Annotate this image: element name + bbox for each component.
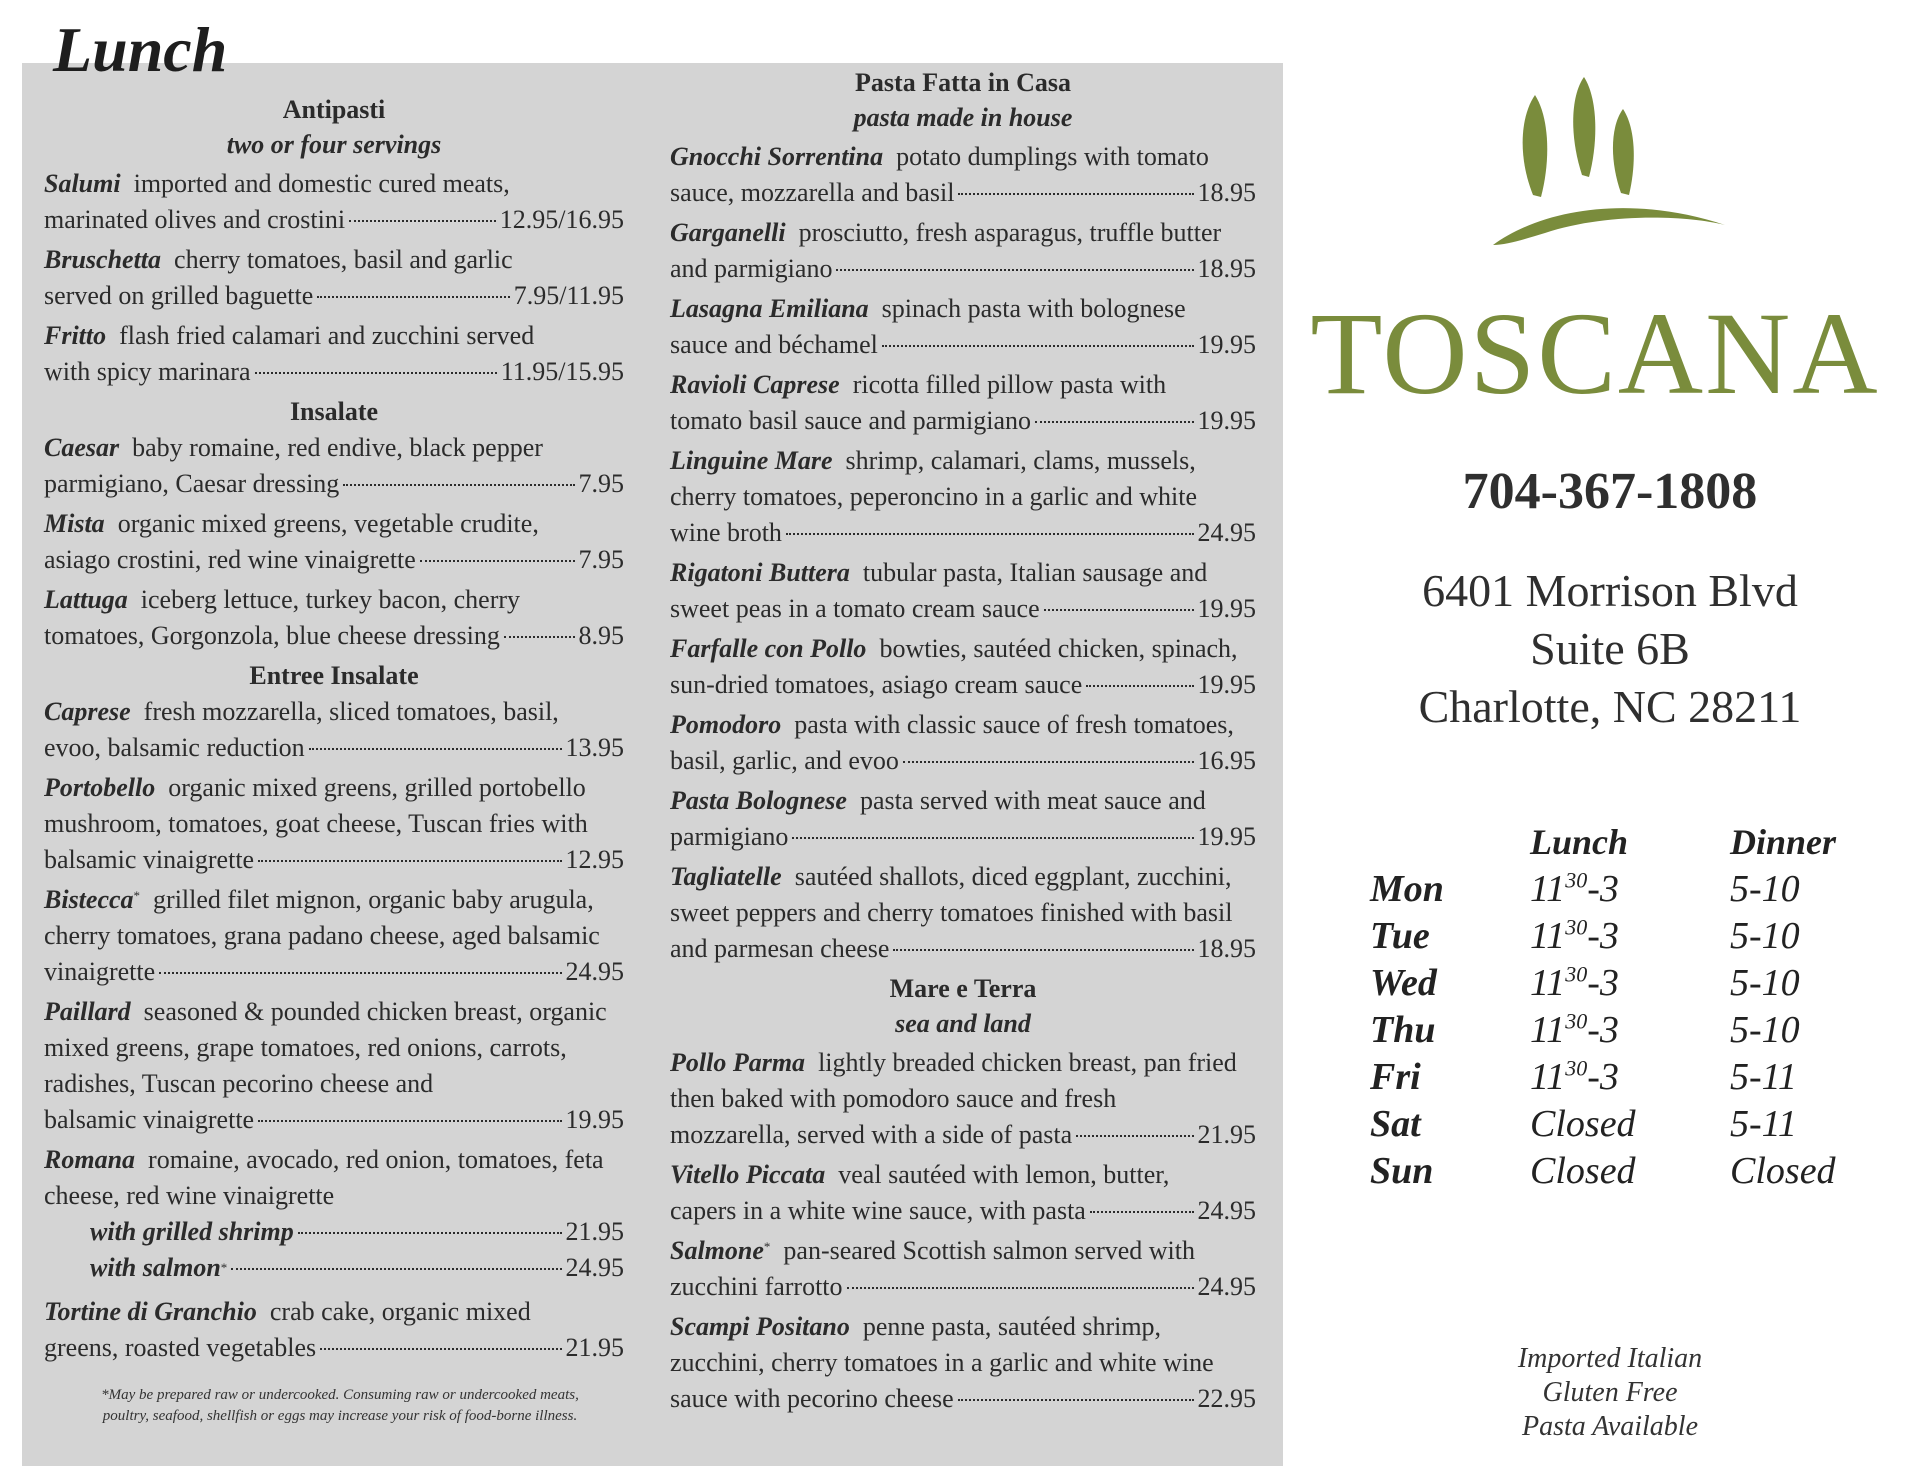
menu-item-name: Bistecca: [44, 885, 134, 914]
menu-item-description: [44, 1142, 624, 1214]
menu-item-desc: crab cake, organic mixed: [269, 1297, 531, 1326]
menu-item-price: 19.95: [1197, 594, 1256, 623]
menu-item: [44, 166, 624, 238]
hours-row: [1370, 1053, 1870, 1100]
menu-item-name: Pasta Bolognese: [670, 786, 847, 815]
lunch-hours: [1530, 961, 1730, 1005]
hours-row: [1370, 1147, 1870, 1194]
address-line: 6401 Morrison Blvd: [1422, 565, 1798, 616]
dot-leader: [1044, 609, 1194, 611]
menu-item: [670, 859, 1256, 967]
menu-item-price-line: [44, 730, 624, 766]
menu-item-price: 18.95: [1197, 178, 1256, 207]
menu-item-price-line: [44, 466, 624, 502]
menu-item-name: Caesar: [44, 433, 120, 462]
menu-item-price-line: [670, 591, 1256, 627]
menu-item-desc-end: mozzarella, served with a side of pasta: [670, 1120, 1073, 1149]
option-price: 21.95: [565, 1217, 624, 1246]
dot-leader: [320, 1348, 561, 1350]
menu-item-name: Paillard: [44, 997, 131, 1026]
option-label: with salmon: [90, 1253, 221, 1282]
option-label: with grilled shrimp: [90, 1217, 294, 1246]
dot-leader: [317, 296, 509, 298]
menu-item-desc-end: sauce, mozzarella and basil: [670, 178, 955, 207]
menu-title: Lunch: [53, 14, 228, 85]
menu-item: [670, 555, 1256, 627]
hours-row: [1370, 959, 1870, 1006]
menu-item-price-line: [670, 1193, 1256, 1229]
menu-item-price-line: [44, 354, 624, 390]
menu-item-desc: bowties, sautéed chicken, spinach,: [879, 634, 1238, 663]
menu-item: [44, 694, 624, 766]
menu-item-desc-end: sweet peas in a tomato cream sauce: [670, 594, 1040, 623]
lunch-hours-end: -3: [1587, 914, 1619, 957]
menu-item-price-line: [670, 251, 1256, 287]
menu-item-name: Bruschetta: [44, 245, 162, 274]
menu-item-desc-end: parmigiano: [670, 822, 789, 851]
lunch-hours-start: 11: [1530, 867, 1566, 910]
day-label: Fri: [1370, 1055, 1421, 1098]
menu-item-description: [44, 694, 624, 730]
menu-item-price-line: [670, 327, 1256, 363]
dot-leader: [231, 1268, 561, 1270]
note-line: Pasta Available: [1521, 1411, 1699, 1442]
menu-item-desc: imported and domestic cured meats,: [133, 169, 510, 198]
option-price: 24.95: [565, 1253, 624, 1282]
menu-item-price-line: [670, 819, 1256, 855]
day-label: Wed: [1370, 961, 1437, 1004]
menu-item-description: [670, 1157, 1256, 1193]
menu-item-desc: seasoned & pounded chicken breast, organic mixed greens, grape tomatoes, red onions, carrots, radishes, Tuscan pecorino cheese and: [44, 997, 607, 1098]
menu-item-name: Lattuga: [44, 585, 128, 614]
section-heading: Insalate: [289, 397, 379, 426]
menu-item: [44, 994, 624, 1138]
menu-item-price-line: [44, 618, 624, 654]
dinner-hours: 5-10: [1730, 914, 1800, 957]
menu-item: [670, 139, 1256, 211]
menu-item-name: Vitello Piccata: [670, 1160, 826, 1189]
right-menu-column: [670, 63, 1256, 1421]
menu-item-price: 24.95: [565, 957, 624, 986]
menu-item-name: Rigatoni Buttera: [670, 558, 850, 587]
dinner-hours: 5-10: [1730, 961, 1800, 1004]
menu-item-description: [44, 882, 624, 954]
menu-item-desc-end: evoo, balsamic reduction: [44, 733, 305, 762]
hours-row: [1370, 865, 1870, 912]
menu-item-desc-end: asiago crostini, red wine vinaigrette: [44, 545, 416, 574]
day-label: Mon: [1370, 867, 1444, 910]
lunch-header: Lunch: [1530, 821, 1629, 862]
menu-item-desc: baby romaine, red endive, black pepper: [132, 433, 543, 462]
menu-item-price: 24.95: [1197, 518, 1256, 547]
disclaimer: [50, 1385, 630, 1427]
menu-item-description: [44, 994, 624, 1102]
menu-item-desc-end: capers in a white wine sauce, with pasta: [670, 1196, 1086, 1225]
menu-item-option: [44, 1214, 624, 1250]
menu-item: [670, 367, 1256, 439]
menu-item-name: Romana: [44, 1145, 136, 1174]
day-label: Thu: [1370, 1008, 1436, 1051]
menu-item-description: [44, 582, 624, 618]
menu-item-price-line: [44, 1330, 624, 1366]
menu-item-price-line: [670, 931, 1256, 967]
menu-item-desc: fresh mozzarella, sliced tomatoes, basil,: [143, 697, 559, 726]
menu-item-description: [670, 1233, 1256, 1269]
menu-item-name: Salumi: [44, 169, 121, 198]
menu-item-desc: tubular pasta, Italian sausage and: [862, 558, 1208, 587]
lunch-hours-start: 11: [1530, 1008, 1566, 1051]
toscana-logo: [1310, 75, 1880, 419]
menu-item-price-line: [670, 403, 1256, 439]
dot-leader: [1035, 421, 1193, 423]
menu-item-price: 19.95: [1197, 406, 1256, 435]
lunch-hours-start: Closed: [1530, 1149, 1636, 1192]
menu-item-price-line: [44, 278, 624, 314]
menu-item-price-line: [670, 1381, 1256, 1417]
section-heading: Antipasti: [282, 95, 386, 124]
menu-item-desc-end: tomatoes, Gorgonzola, blue cheese dressing: [44, 621, 500, 650]
lunch-hours-start: 11: [1530, 961, 1566, 1004]
note-line: Gluten Free: [1542, 1377, 1678, 1408]
menu-item-desc: organic mixed greens, grilled portobello mushroom, tomatoes, goat cheese, Tuscan fries with: [44, 773, 588, 838]
menu-item-desc: pasta with classic sauce of fresh tomatoes,: [794, 710, 1234, 739]
menu-item-price: 19.95: [1197, 822, 1256, 851]
menu-item-description: [670, 707, 1256, 743]
menu-item-desc-end: served on grilled baguette: [44, 281, 314, 310]
menu-item-price-line: [44, 954, 624, 990]
dot-leader: [882, 345, 1194, 347]
menu-item-desc-end: and parmesan cheese: [670, 934, 890, 963]
menu-item-desc: cherry tomatoes, basil and garlic: [174, 245, 513, 274]
menu-item: [44, 318, 624, 390]
menu-item-price: 8.95: [578, 621, 624, 650]
menu-item-desc: lightly breaded chicken breast, pan fried then baked with pomodoro sauce and fresh: [670, 1048, 1237, 1113]
menu-item: [44, 242, 624, 314]
dot-leader: [343, 484, 574, 486]
menu-item: [44, 770, 624, 878]
menu-item-description: [44, 318, 624, 354]
section-subheading: pasta made in house: [853, 103, 1073, 132]
dot-leader: [255, 372, 497, 374]
menu-item: [670, 1157, 1256, 1229]
menu-item-description: [670, 1045, 1256, 1117]
dinner-hours: 5-10: [1730, 867, 1800, 910]
menu-item-description: [670, 443, 1256, 515]
dot-leader: [958, 193, 1193, 195]
menu-item-name: Linguine Mare: [670, 446, 833, 475]
menu-item: [670, 631, 1256, 703]
menu-item-description: [670, 1309, 1256, 1381]
day-label: Sun: [1370, 1149, 1434, 1192]
menu-item-price: 7.95: [578, 545, 624, 574]
dinner-hours: 5-11: [1730, 1102, 1797, 1145]
menu-item: [670, 783, 1256, 855]
menu-item-description: [44, 770, 624, 842]
cypress-trees-icon: [1493, 77, 1725, 245]
menu-item-price: 12.95: [565, 845, 624, 874]
asterisk-mark: *: [133, 888, 141, 903]
dot-leader: [847, 1287, 1194, 1289]
menu-item-desc-end: sun-dried tomatoes, asiago cream sauce: [670, 670, 1083, 699]
menu-item-description: [44, 242, 624, 278]
menu-item-name: Mista: [44, 509, 105, 538]
lunch-hours-minutes: 30: [1565, 1054, 1588, 1080]
menu-item-description: [44, 506, 624, 542]
hours-row: [1370, 1006, 1870, 1053]
menu-item-option: [44, 1250, 624, 1290]
lunch-hours: [1530, 867, 1730, 911]
menu-item-desc: flash fried calamari and zucchini served: [119, 321, 535, 350]
lunch-hours-end: -3: [1587, 961, 1619, 1004]
disclaimer-line: *May be prepared raw or undercooked. Consuming raw or undercooked meats,: [101, 1387, 579, 1403]
menu-item-desc-end: vinaigrette: [44, 957, 156, 986]
menu-item-name: Fritto: [44, 321, 107, 350]
menu-item: [44, 582, 624, 654]
lunch-hours: [1530, 914, 1730, 958]
address-line: Charlotte, NC 28211: [1418, 681, 1802, 732]
menu-item-desc-end: parmigiano, Caesar dressing: [44, 469, 340, 498]
dot-leader: [258, 1120, 561, 1122]
menu-item: [670, 443, 1256, 551]
dot-leader: [1086, 685, 1193, 687]
menu-item: [670, 215, 1256, 287]
dot-leader: [159, 972, 561, 974]
dot-leader: [420, 560, 575, 562]
menu-item-description: [670, 631, 1256, 667]
menu-item: [44, 1294, 624, 1366]
menu-item-price: 12.95/16.95: [499, 205, 624, 234]
note-line: Imported Italian: [1517, 1343, 1703, 1374]
dot-leader: [1076, 1135, 1193, 1137]
section-heading: Entree Insalate: [249, 661, 419, 690]
menu-item-price-line: [44, 542, 624, 578]
hours-row: [1370, 1100, 1870, 1147]
menu-item: [670, 1309, 1256, 1417]
section-heading: Mare e Terra: [889, 974, 1037, 1003]
menu-item-description: [670, 139, 1256, 175]
menu-item-name: Tortine di Granchio: [44, 1297, 257, 1326]
dot-leader: [786, 533, 1194, 535]
dinner-hours: Closed: [1730, 1149, 1836, 1192]
menu-item-price-line: [670, 667, 1256, 703]
menu-item-price-line: [670, 1269, 1256, 1305]
menu-item-description: [670, 367, 1256, 403]
menu-item-desc: grilled filet mignon, organic baby arugula, cherry tomatoes, grana padano cheese, aged balsamic: [44, 885, 600, 950]
lunch-hours-start: Closed: [1530, 1102, 1636, 1145]
section-subheading: two or four servings: [226, 130, 442, 159]
menu-item-desc: ricotta filled pillow pasta with: [852, 370, 1167, 399]
menu-item: [670, 707, 1256, 779]
lunch-hours-minutes: 30: [1565, 866, 1588, 892]
disclaimer-line: poultry, seafood, shellfish or eggs may increase your risk of food-borne illness.: [102, 1408, 578, 1424]
menu-item-description: [44, 166, 624, 202]
menu-item-price-line: [670, 1117, 1256, 1153]
menu-item-price: 7.95: [578, 469, 624, 498]
menu-item-name: Farfalle con Pollo: [670, 634, 867, 663]
hours-header-row: [1370, 818, 1870, 865]
menu-item-price: 21.95: [565, 1333, 624, 1362]
menu-item-price-line: [44, 202, 624, 238]
menu-item: [44, 506, 624, 578]
left-menu-column: [44, 90, 624, 1370]
menu-item-name: Lasagna Emiliana: [670, 294, 869, 323]
menu-item-desc: veal sautéed with lemon, butter,: [838, 1160, 1170, 1189]
menu-item-description: [44, 1294, 624, 1330]
dinner-hours: 5-10: [1730, 1008, 1800, 1051]
hours-row: [1370, 912, 1870, 959]
phone-number[interactable]: 704-367-1808: [1462, 463, 1758, 520]
menu-item: [670, 1045, 1256, 1153]
menu-item-desc: pasta served with meat sauce and: [859, 786, 1206, 815]
menu-item-desc-end: sauce and béchamel: [670, 330, 878, 359]
menu-item-name: Garganelli: [670, 218, 786, 247]
menu-item-price-line: [44, 1102, 624, 1138]
menu-item-desc: potato dumplings with tomato: [896, 142, 1209, 171]
menu-item-price-line: [670, 515, 1256, 551]
menu-item-desc: prosciutto, fresh asparagus, truffle butter: [798, 218, 1222, 247]
dot-leader: [903, 761, 1194, 763]
menu-item-desc: sautéed shallots, diced eggplant, zucchini, sweet peppers and cherry tomatoes finished with basil: [670, 862, 1233, 927]
menu-item-price: 16.95: [1197, 746, 1256, 775]
asterisk-mark: *: [763, 1239, 771, 1254]
menu-item-price: 21.95: [1197, 1120, 1256, 1149]
dot-leader: [1090, 1211, 1194, 1213]
lunch-hours-end: -3: [1587, 1008, 1619, 1051]
hours-table: [1370, 818, 1870, 1194]
menu-item-price: 22.95: [1197, 1384, 1256, 1413]
menu-item-desc-end: balsamic vinaigrette: [44, 845, 255, 874]
menu-item-name: Gnocchi Sorrentina: [670, 142, 884, 171]
lunch-hours-start: 11: [1530, 914, 1566, 957]
menu-item-desc-end: and parmigiano: [670, 254, 833, 283]
menu-item-desc: pan-seared Scottish salmon served with: [783, 1236, 1195, 1265]
menu-item-desc-end: tomato basil sauce and parmigiano: [670, 406, 1032, 435]
menu-item-name: Salmone: [670, 1236, 764, 1265]
menu-item-desc: iceberg lettuce, turkey bacon, cherry: [140, 585, 521, 614]
menu-item-name: Pomodoro: [670, 710, 782, 739]
menu-item-price: 19.95: [565, 1105, 624, 1134]
lunch-hours-end: -3: [1587, 867, 1619, 910]
address: [1300, 562, 1920, 736]
lunch-hours: [1530, 1008, 1730, 1052]
section-heading: Pasta Fatta in Casa: [855, 68, 1071, 97]
menu-item-desc-end: greens, roasted vegetables: [44, 1333, 317, 1362]
menu-item-description: [670, 215, 1256, 251]
menu-item-desc: organic mixed greens, vegetable crudite,: [117, 509, 539, 538]
menu-item-price: 19.95: [1197, 330, 1256, 359]
menu-item-description: [44, 430, 624, 466]
menu-item-name: Caprese: [44, 697, 131, 726]
menu-item-desc-end: basil, garlic, and evoo: [670, 746, 899, 775]
lunch-hours-start: 11: [1530, 1055, 1566, 1098]
menu-item-desc-end: with spicy marinara: [44, 357, 251, 386]
dot-leader: [893, 949, 1193, 951]
menu-item-price-line: [670, 175, 1256, 211]
menu-item-price: 11.95/15.95: [500, 357, 624, 386]
menu-item: [670, 1233, 1256, 1305]
menu-item-desc-end: wine broth: [670, 518, 782, 547]
menu-item-desc: spinach pasta with bolognese: [881, 294, 1186, 323]
dot-leader: [792, 837, 1193, 839]
asterisk-mark: *: [220, 1260, 228, 1275]
menu-item-name: Portobello: [44, 773, 156, 802]
lunch-hours-minutes: 30: [1565, 1007, 1588, 1033]
dot-leader: [298, 1232, 562, 1234]
menu-item-name: Pollo Parma: [670, 1048, 806, 1077]
dot-leader: [836, 269, 1193, 271]
lunch-hours-end: -3: [1587, 1055, 1619, 1098]
dinner-hours: 5-11: [1730, 1055, 1797, 1098]
menu-item-price: 24.95: [1197, 1196, 1256, 1225]
menu-item-price-line: [670, 743, 1256, 779]
section-subheading: sea and land: [895, 1009, 1031, 1038]
dot-leader: [349, 220, 496, 222]
lunch-hours-minutes: 30: [1565, 960, 1588, 986]
menu-item: [44, 1142, 624, 1290]
gluten-free-note: [1450, 1342, 1770, 1444]
lunch-hours: [1530, 1149, 1730, 1193]
menu-item-name: Scampi Positano: [670, 1312, 850, 1341]
menu-item-name: Tagliatelle: [670, 862, 782, 891]
menu-item-desc: penne pasta, sautéed shrimp, zucchini, cherry tomatoes in a garlic and white wine: [670, 1312, 1214, 1377]
day-label: Sat: [1370, 1102, 1421, 1145]
menu-item: [670, 291, 1256, 363]
lunch-hours-minutes: 30: [1565, 913, 1588, 939]
menu-item-desc: romaine, avocado, red onion, tomatoes, feta cheese, red wine vinaigrette: [44, 1145, 604, 1210]
menu-item-price-line: [44, 842, 624, 878]
dot-leader: [504, 636, 575, 638]
menu-item-price: 13.95: [565, 733, 624, 762]
menu-item-price: 19.95: [1197, 670, 1256, 699]
menu-item-description: [670, 555, 1256, 591]
day-label: Tue: [1370, 914, 1430, 957]
menu-item-description: [670, 859, 1256, 931]
menu-item-desc-end: sauce with pecorino cheese: [670, 1384, 954, 1413]
menu-item-desc: shrimp, calamari, clams, mussels, cherry tomatoes, peperoncino in a garlic and white: [670, 446, 1198, 511]
menu-item-desc-end: balsamic vinaigrette: [44, 1105, 255, 1134]
menu-item-description: [670, 783, 1256, 819]
menu-item-description: [670, 291, 1256, 327]
dot-leader: [309, 748, 562, 750]
menu-item-desc-end: marinated olives and crostini: [44, 205, 346, 234]
lunch-hours: [1530, 1055, 1730, 1099]
menu-item-price: 7.95/11.95: [513, 281, 624, 310]
address-line: Suite 6B: [1530, 623, 1690, 674]
menu-item-name: Ravioli Caprese: [670, 370, 840, 399]
dinner-header: Dinner: [1730, 821, 1837, 862]
menu-item: [44, 882, 624, 990]
menu-item-price: 18.95: [1197, 934, 1256, 963]
logo-wordmark: TOSCANA: [1310, 288, 1880, 419]
lunch-hours: [1530, 1102, 1730, 1146]
dot-leader: [958, 1399, 1194, 1401]
menu-item-price: 18.95: [1197, 254, 1256, 283]
dot-leader: [258, 860, 561, 862]
menu-item: [44, 430, 624, 502]
menu-item-price: 24.95: [1197, 1272, 1256, 1301]
menu-item-desc-end: zucchini farrotto: [670, 1272, 843, 1301]
